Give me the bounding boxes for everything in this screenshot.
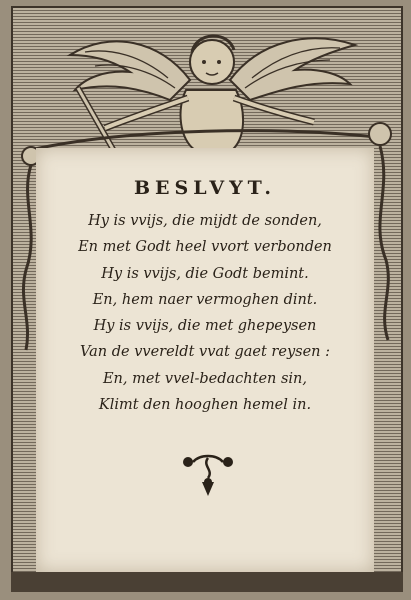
poem-line: Van de vvereldt vvat gaet reysen : — [79, 344, 330, 361]
poem-line: Hy is vvijs, die met ghepeysen — [93, 318, 317, 335]
poem-line: Klimt den hooghen hemel in. — [98, 397, 312, 414]
poem-text — [36, 176, 374, 418]
left-ribbon — [23, 165, 31, 350]
poem-line: En, hem naer vermoghen dint. — [92, 291, 318, 308]
poem-line: En met Godt heel vvort verbonden — [78, 239, 332, 256]
cherub-head — [190, 40, 234, 84]
left-wing — [70, 41, 190, 100]
poem-line: Hy is vvijs, die Godt bemint. — [101, 265, 309, 282]
poem-title: BESLVYT. — [134, 177, 276, 199]
poem-line: En, met vvel-bedachten sin, — [102, 370, 308, 387]
right-knot — [369, 123, 391, 145]
fleuron-ornament-icon — [178, 452, 238, 500]
poem-line: Hy is vvijs, die mijdt de sonden, — [88, 213, 322, 229]
right-ribbon — [380, 146, 388, 340]
